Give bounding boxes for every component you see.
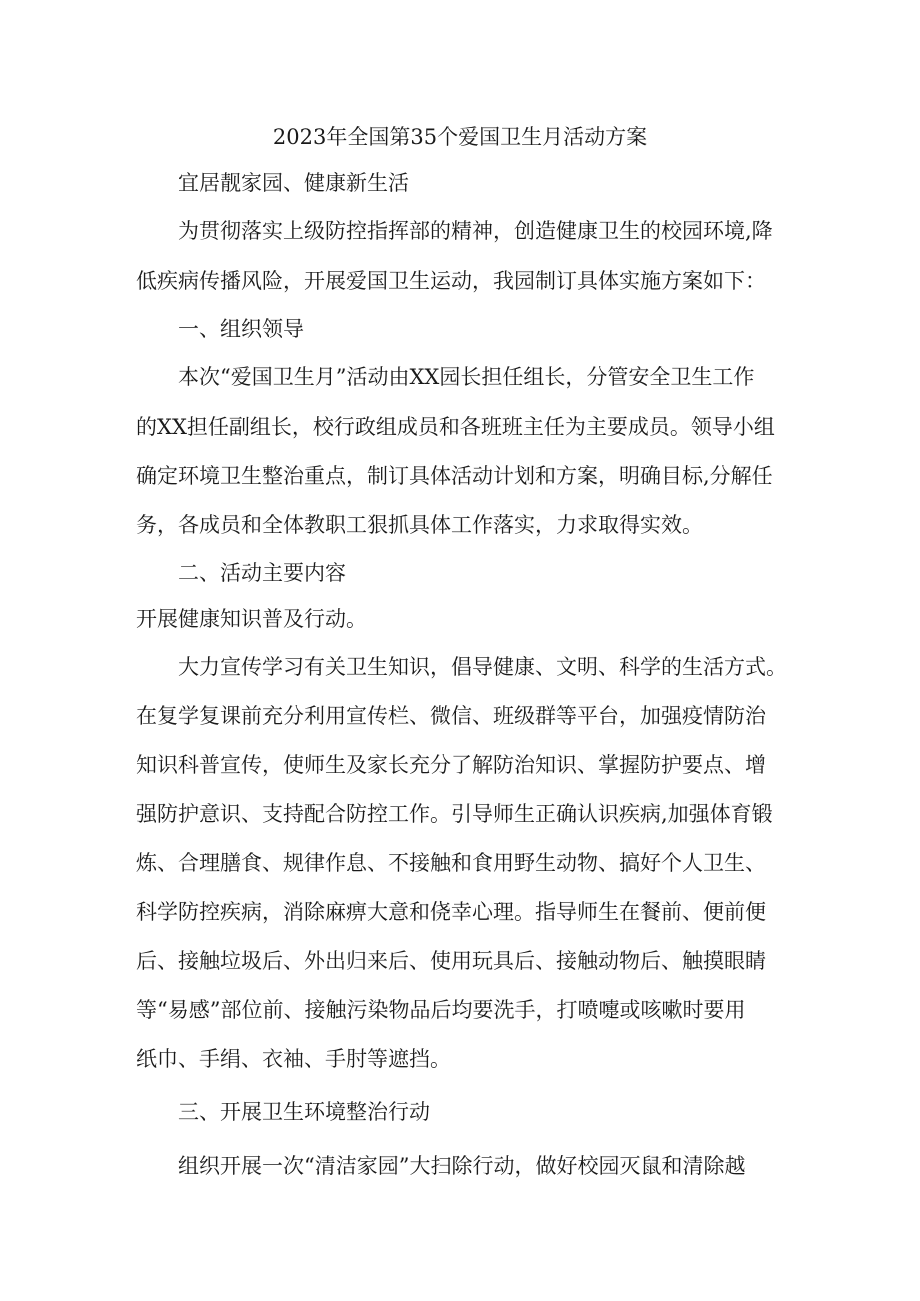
section2-line: 科学防控疾病，消除麻痹大意和侥幸心理。指导师生在餐前、便前便: [136, 900, 766, 924]
section2-line: 大力宣传学习有关卫生知识，倡导健康、文明、科学的生活方式。: [178, 655, 787, 679]
section2-line: 等“易感”部位前、接触污染物品后均要洗手，打喷嚏或咳嗽时要用: [136, 998, 746, 1022]
section-heading-organization: 一、组织领导: [178, 317, 304, 341]
section1-line: 本次“爱国卫生月”活动由XX园长担任组长，分管安全卫生工作: [178, 365, 755, 389]
document-title: 2023年全国第35个爱国卫生月活动方案: [272, 125, 648, 149]
section2-line: 在复学复课前充分利用宣传栏、微信、班级群等平台，加强疫情防治: [136, 704, 766, 728]
intro-line: 低疾病传播风险，开展爱国卫生运动，我园制订具体实施方案如下：: [136, 269, 766, 293]
section-heading-activities: 二、活动主要内容: [178, 561, 346, 585]
intro-line: 为贯彻落实上级防控指挥部的精神，创造健康卫生的校园环境,降: [178, 219, 773, 243]
section3-line: 组织开展一次“清洁家园”大扫除行动，做好校园灭鼠和清除越: [178, 1154, 746, 1178]
section1-line: 确定环境卫生整治重点，制订具体活动计划和方案，明确目标,分解任: [136, 464, 773, 488]
section1-line: 的XX担任副组长，校行政组成员和各班班主任为主要成员。领导小组: [136, 415, 775, 439]
document-subtitle: 宜居靓家园、健康新生活: [178, 171, 409, 195]
section2-line: 后、接触垃圾后、外出归来后、使用玩具后、接触动物后、触摸眼睛: [136, 949, 766, 973]
section1-line: 务，各成员和全体教职工狠抓具体工作落实，力求取得实效。: [136, 513, 703, 537]
section2-line: 知识科普宣传，使师生及家长充分了解防治知识、掌握防护要点、增: [136, 753, 766, 777]
section2-line: 强防护意识、支持配合防控工作。引导师生正确认识疾病,加强体育锻: [136, 802, 773, 826]
section-heading-environment: 三、开展卫生环境整治行动: [178, 1100, 430, 1124]
section2-subheading: 开展健康知识普及行动。: [136, 607, 367, 631]
section2-line: 纸巾、手绢、衣袖、手肘等遮挡。: [136, 1047, 451, 1071]
section2-line: 炼、合理膳食、规律作息、不接触和食用野生动物、搞好个人卫生、: [136, 851, 766, 875]
